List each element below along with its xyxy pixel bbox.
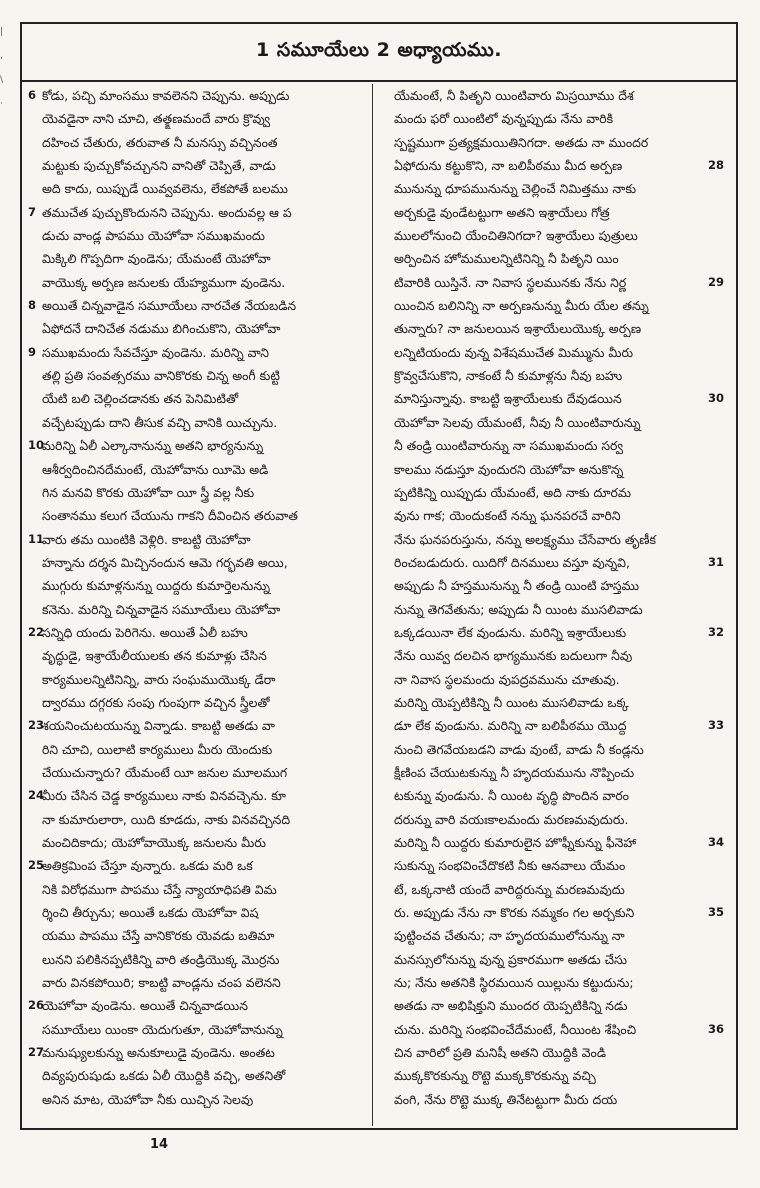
line-text: ములలోనుంచి యేంచితినిగదా? ఇశ్రాయేలు పుత్రులు bbox=[394, 228, 638, 244]
line-text: మనుష్యులకున్ను అనుకూలుడై వుండెను. అంతట bbox=[42, 1045, 275, 1061]
text-line bbox=[28, 341, 372, 364]
text-line bbox=[28, 831, 372, 854]
line-text: ఆశీర్వదించినదేమంటే, యెహోవాను యీమె అడి bbox=[42, 461, 269, 477]
text-line bbox=[28, 644, 372, 667]
text-line bbox=[380, 224, 724, 247]
line-text: దివ్యపురుషుడు ఒకడు ఏలీ యొద్దికి వచ్చి, అతనితో bbox=[42, 1068, 286, 1084]
line-text: మరిన్ని ఏలీ ఎల్కానానున్ను అతని భార్యనున్ను bbox=[42, 438, 264, 454]
line-text: నేను యివ్వ దలచిన భాగ్యమునకు బదులుగా నీవు bbox=[394, 648, 633, 664]
line-text: సమూయేలు యింకా యెదుగుతూ, యెహోవానున్ను bbox=[42, 1021, 283, 1037]
line-text: నేను ఘనపరుస్తును, నన్ను అలక్ష్యము చేసేవారు తృణీక bbox=[394, 531, 656, 547]
right-text-column bbox=[380, 84, 724, 1126]
line-text: చిన వారిలో ప్రతి మనిషీ అతని యొద్దికి వెండి bbox=[394, 1045, 606, 1061]
line-text: మరిన్ని నీ యిద్దరు కుమారులైన హొఫ్నీకున్ను ఫీనెహా bbox=[394, 835, 637, 850]
text-line bbox=[380, 971, 724, 994]
verse-number: 10 bbox=[28, 438, 45, 453]
text-line bbox=[28, 878, 372, 901]
line-text: యెవడైనా నాని చూచి, తత్క్షణమందే వారు క్రొవ్వు bbox=[42, 111, 271, 127]
text-line bbox=[380, 434, 724, 457]
text-line bbox=[380, 994, 724, 1017]
text-line bbox=[380, 948, 724, 971]
text-line bbox=[380, 458, 724, 481]
line-text: పుట్టించవ చేతును; నా హృదయములోనున్ను నా bbox=[394, 928, 625, 944]
text-line bbox=[380, 387, 724, 410]
text-line bbox=[28, 598, 372, 621]
text-line bbox=[380, 504, 724, 527]
verse-number: 28 bbox=[707, 158, 724, 173]
verse-number: 35 bbox=[707, 905, 724, 920]
line-text: ప్పటికిన్ని యిప్పుడు యేమంటే, అది నాకు దూరమ bbox=[394, 484, 631, 500]
text-line bbox=[380, 341, 724, 364]
text-line bbox=[28, 1088, 372, 1111]
text-line bbox=[380, 481, 724, 504]
verse-number: 36 bbox=[707, 1021, 724, 1036]
text-line bbox=[28, 224, 372, 247]
line-text: రిని చూచి, యిలాటి కార్యములు మీరు యెందుకు bbox=[42, 741, 273, 757]
verse-number: 22 bbox=[28, 624, 45, 639]
line-text: వారు వినకపోయిరి; కాబట్టి వాండ్లను చంప వలెనని bbox=[42, 975, 281, 991]
line-text: అయితే చిన్నవాడైన సమూయేలు నారచేత నేయబడిన bbox=[42, 298, 297, 314]
line-text: తముచేత పుచ్చుకొందునని చెప్పును. అందువల్ల ఆ ప bbox=[42, 204, 292, 220]
verse-number: 34 bbox=[707, 835, 724, 849]
line-text: నీ తండ్రి యింటివారున్ను నా సముఖమందు సర్వ bbox=[394, 438, 624, 454]
text-line bbox=[28, 994, 372, 1017]
text-line bbox=[28, 1041, 372, 1064]
line-text: యెహోవా వుండెను. అయితే చిన్నవాడయిన bbox=[42, 998, 248, 1014]
line-text: గిన మనవి కొరకు యెహోవా యీ స్త్రీ వల్ల నీకు bbox=[42, 484, 255, 500]
line-text: అనిన మాట, యెహోవా నీకు యిచ్చిన సెలవు bbox=[42, 1091, 254, 1107]
line-text: ఏఫోదును కట్టుకొని, నా బలిపీఠము మీద అర్పణ bbox=[394, 158, 623, 174]
text-line bbox=[28, 387, 372, 410]
line-text: నా కుమారులారా, యిది కూడదు, నాకు వినవచ్చినది bbox=[42, 811, 291, 827]
line-text: కోడు, పచ్చి మాంసము కావలెనని చెప్పును. అప్పుడు bbox=[42, 88, 290, 103]
verse-number: 32 bbox=[707, 624, 724, 639]
line-text: శయనించుటయున్ను విన్నాడు. కాబట్టి అతడు వా bbox=[42, 718, 275, 734]
line-text: అర్పించిన హోమములన్నిటినిన్ని నీ పితృని యిం bbox=[394, 251, 619, 267]
column-divider bbox=[372, 84, 373, 1126]
line-text: యము పాపము చేస్తే వానికొరకు యెవడు బతిమా bbox=[42, 928, 275, 944]
line-text: యించిన బలినిన్ని నా అర్పణనున్ను మీరు యేల తన్ను bbox=[394, 298, 649, 314]
line-text: ఒక్కడయినా లేక వుండును. మరిన్ని ఇశ్రాయేలుకు bbox=[394, 624, 627, 640]
text-line bbox=[380, 784, 724, 807]
page-title: 1 సమూయేలు 2 అధ్యాయము. bbox=[256, 38, 502, 61]
line-text: నుంచి తెగవేయబడని వాడు వుంటే, వాడు నీ కండ్లను bbox=[394, 741, 644, 757]
text-line bbox=[28, 854, 372, 877]
text-line bbox=[380, 201, 724, 224]
text-line bbox=[28, 271, 372, 294]
text-line bbox=[28, 504, 372, 527]
line-text: అతడు నా అభిషిక్తుని ముందర యెప్పటికిన్ని నడు bbox=[394, 998, 628, 1014]
text-line bbox=[380, 668, 724, 691]
line-text: రు. అప్పుడు నేను నా కొరకు నమ్మకం గల అర్చకుని bbox=[394, 905, 635, 921]
line-text: వారు తమ యింటికి వెళ్లిరి. కాబట్టి యెహోవా bbox=[42, 531, 251, 547]
text-line bbox=[28, 948, 372, 971]
text-line bbox=[28, 971, 372, 994]
line-text: హన్నాను దర్శన మిచ్చినందున ఆమె గర్భవతి అయి, bbox=[42, 554, 288, 570]
line-text: మునున్ను ధూపమునున్ను చెల్లించే నిమిత్తము నాకు bbox=[394, 181, 637, 197]
line-text: సుకున్ను సంభవించేదొకటి నీకు ఆనవాలు యేమం bbox=[394, 858, 626, 874]
text-line bbox=[28, 761, 372, 784]
line-text: సంతానము కలుగ చేయును గాకని దీవించిన తరువాత bbox=[42, 508, 298, 524]
verse-number: 6 bbox=[28, 88, 37, 102]
line-text: నికి విరోధముగా పాపము చేస్తే న్యాయాధిపతి విమ bbox=[42, 881, 277, 897]
text-line bbox=[380, 854, 724, 877]
line-text: నున్ను తెగవేతును; అప్పుడు నీ యింట ముసలివాడు bbox=[394, 601, 643, 617]
text-line bbox=[380, 364, 724, 387]
text-line bbox=[380, 271, 724, 294]
text-line bbox=[380, 691, 724, 714]
line-text: ను; నేను అతనికి స్థిరమయిన యిల్లును కట్టుదును; bbox=[394, 975, 634, 991]
text-line bbox=[28, 808, 372, 831]
line-text: తల్లి ప్రతి సంవత్సరము వానికొరకు చిన్న అంగీ కుట్టి bbox=[42, 368, 280, 384]
text-line bbox=[380, 1018, 724, 1041]
line-text: రించబడుదురు. యిదిగో దినములు వస్తూ వున్నవి, bbox=[394, 554, 630, 570]
text-line bbox=[380, 644, 724, 667]
text-line bbox=[28, 784, 372, 807]
line-text: మిక్కిలి గొప్పదిగా వుండెను; యేమంటే యెహోవా bbox=[42, 251, 271, 267]
line-text: మంచిదికాదు; యెహోవాయొక్క జనులను మీరు bbox=[42, 835, 266, 850]
line-text: నా నివాస స్థలమందు వుపద్రవమును చూతువు. bbox=[394, 671, 620, 687]
text-line bbox=[380, 598, 724, 621]
text-line bbox=[380, 177, 724, 200]
text-line bbox=[28, 317, 372, 340]
left-margin-bleed: | , \ · bbox=[0, 27, 4, 109]
line-text: వును గాక; యెందుకంటే నన్ను ఘనపరచే వారిని bbox=[394, 508, 621, 524]
text-line bbox=[380, 528, 724, 551]
line-text: ద్వారము దగ్గరకు సంపు గుంపుగా వచ్చిన స్త్రీలతో bbox=[42, 694, 270, 710]
verse-number: 23 bbox=[28, 718, 45, 733]
text-line bbox=[380, 808, 724, 831]
line-text: డుచు వాండ్ల పాపము యెహోవా సముఖమందు bbox=[42, 228, 265, 244]
text-line bbox=[28, 528, 372, 551]
line-text: ముక్కకొరకున్ను రొట్టె ముక్కకొరకున్ను వచ్చి bbox=[394, 1068, 596, 1084]
text-line bbox=[380, 1088, 724, 1111]
line-text: యేటి బలి చెల్లించడానకు తన పెనిమిటితో bbox=[42, 391, 239, 407]
text-line bbox=[380, 84, 724, 107]
line-text: వచ్చేటప్పుడు దాని తీసుక వచ్చి వానికి యిచ్చును. bbox=[42, 414, 278, 430]
text-line bbox=[28, 247, 372, 270]
verse-number: 31 bbox=[707, 554, 724, 569]
text-line bbox=[380, 574, 724, 597]
line-text: సన్నిధి యందు పెరిగెను. అయితే ఏలీ బహు bbox=[42, 624, 248, 640]
verse-number: 29 bbox=[707, 274, 724, 289]
line-text: మనస్సులోనున్ను వున్న ప్రకారముగా అతడు చేసు bbox=[394, 951, 628, 967]
text-line bbox=[28, 901, 372, 924]
line-text: యెహోవా సెలవు యేమంటే, నీవు నీ యింటివారున్ను bbox=[394, 414, 641, 430]
verse-number: 8 bbox=[28, 298, 37, 313]
line-text: కార్యములన్నిటినిన్ని, వారు సంఘముయొక్క డేరా bbox=[42, 671, 276, 687]
text-line bbox=[28, 924, 372, 947]
text-line bbox=[28, 107, 372, 130]
text-line bbox=[380, 154, 724, 177]
text-line bbox=[380, 317, 724, 340]
text-line bbox=[28, 738, 372, 761]
text-line bbox=[380, 924, 724, 947]
text-line bbox=[380, 738, 724, 761]
text-line bbox=[380, 831, 724, 854]
text-line bbox=[28, 714, 372, 737]
text-line bbox=[380, 131, 724, 154]
line-text: టకున్ను వుండును. నీ యింట వృద్ధి పొందిన వారం bbox=[394, 788, 629, 804]
line-text: ర్శించి తీర్చును; అయితే ఒకడు యెహోవా విష bbox=[42, 905, 259, 921]
text-line bbox=[380, 1064, 724, 1087]
verse-number: 27 bbox=[28, 1045, 45, 1060]
line-text: స్పష్టముగా ప్రత్యక్షమయితినిగదా. అతడు నా ముందర bbox=[394, 134, 649, 150]
line-text: టివారికి యిస్తినే. నా నివాస స్థలమునకు నేను నిర్ణ bbox=[394, 274, 627, 290]
verse-number: 30 bbox=[707, 391, 724, 406]
verse-number: 11 bbox=[28, 531, 45, 546]
text-line bbox=[380, 247, 724, 270]
line-text: చేయుచున్నారు? యేమంటే యీ జనుల మూలముగ bbox=[42, 764, 288, 780]
line-text: దరున్ను వారి వయఃకాలమందు మరణమవుదురు. bbox=[394, 811, 629, 827]
verse-number: 33 bbox=[707, 718, 724, 733]
line-text: అర్చకుడై వుండేటట్టుగా అతని ఇశ్రాయేలు గోత్ర bbox=[394, 204, 610, 220]
line-text: వృద్ధుడై, ఇశ్రాయేలీయులకు తన కుమాళ్లు చేసిన bbox=[42, 648, 267, 664]
line-text: అది కాదు, యిప్పుడే యివ్వవలెను, లేకపోతే బలము bbox=[42, 181, 288, 197]
line-text: డూ లేక వుండును. మరిన్ని నా బలిపీఠము యొద్ద bbox=[394, 718, 627, 734]
text-line bbox=[28, 294, 372, 317]
line-text: కనెను. మరిన్ని చిన్నవాడైన సమూయేలు యెహోవా bbox=[42, 601, 281, 617]
line-text: సముఖమందు సేవచేస్తూ వుండెను. మరిన్ని వాని bbox=[42, 344, 269, 360]
verse-number: 9 bbox=[28, 344, 37, 359]
line-text: అతిక్రమింప చేస్తూ వున్నారు. ఒకడు మరి ఒక bbox=[42, 858, 253, 874]
text-line bbox=[28, 154, 372, 177]
text-line bbox=[28, 411, 372, 434]
text-line bbox=[28, 434, 372, 457]
line-text: వంగి, నేను రొట్టె ముక్క తినేటట్టుగా మీరు దయ bbox=[394, 1091, 618, 1107]
line-text: మీరు చేసిన చెడ్డ కార్యములు నాకు వినవచ్చెను. కూ bbox=[42, 788, 286, 804]
text-line bbox=[28, 481, 372, 504]
text-line bbox=[380, 714, 724, 737]
verse-number: 25 bbox=[28, 858, 45, 873]
line-text: మట్టుకు పుచ్చుకోవచ్చునని వానితో చెప్పితే, వాడు bbox=[42, 158, 276, 174]
text-line bbox=[380, 761, 724, 784]
verse-number: 7 bbox=[28, 204, 37, 219]
line-text: దహించ చేతురు, తరువాత నీ మనస్సు వచ్చినంత bbox=[42, 134, 278, 150]
verse-number: 24 bbox=[28, 788, 45, 803]
line-text: అప్పుడు నీ హస్తమునున్ను నీ తండ్రి యింటి హస్తము bbox=[394, 578, 639, 594]
line-text: వాయొక్క అర్పణ జనులకు యేహ్యముగా వుండెను. bbox=[42, 274, 286, 290]
text-line bbox=[28, 551, 372, 574]
text-line bbox=[28, 177, 372, 200]
line-text: టే, ఒక్కనాటి యందే వారిద్దరున్ను మరణమవుదు bbox=[394, 881, 625, 897]
text-line bbox=[380, 294, 724, 317]
text-line bbox=[380, 107, 724, 130]
line-text: మందు ఫరో యింటిలో వున్నప్పుడు నేను వారికి bbox=[394, 111, 614, 127]
text-line bbox=[380, 551, 724, 574]
text-line bbox=[28, 1064, 372, 1087]
line-text: మానిస్తున్నావు. కాబట్టి ఇశ్రాయేలుకు దేవుడయిన bbox=[394, 391, 622, 407]
line-text: మరిన్ని యెప్పటికిన్ని నీ యింట ముసలివాడు ఒక్క bbox=[394, 694, 629, 710]
page-header bbox=[22, 24, 736, 82]
left-text-column bbox=[28, 84, 372, 1126]
text-line bbox=[28, 364, 372, 387]
line-text: కాలము నడుస్తూ వుందురని యెహోవా అనుకొన్న bbox=[394, 461, 624, 477]
text-line bbox=[28, 1018, 372, 1041]
line-text: ముగ్గురు కుమాళ్లనున్ను యిద్దరు కుమార్తెలనున్ను bbox=[42, 578, 271, 594]
text-line bbox=[28, 131, 372, 154]
text-line bbox=[28, 458, 372, 481]
text-line bbox=[380, 621, 724, 644]
line-text: ఏఫోదనే దానిచేత నడుము బిగించుకొని, యెహోవా bbox=[42, 321, 281, 337]
text-line bbox=[380, 411, 724, 434]
text-line bbox=[28, 574, 372, 597]
line-text: క్రొవ్వచేసుకొని, నాకంటే నీ కుమాళ్లను నీవు బహు bbox=[394, 368, 623, 384]
line-text: లునని పలికినప్పటికిన్ని వారి తండ్రియొక్క మొర్రను bbox=[42, 951, 280, 967]
text-line bbox=[380, 878, 724, 901]
text-line bbox=[28, 691, 372, 714]
text-line bbox=[380, 1041, 724, 1064]
text-line bbox=[28, 201, 372, 224]
text-line bbox=[28, 84, 372, 107]
line-text: లన్నిటియందు వున్న విశేషముచేత మిమ్మును మీరు bbox=[394, 344, 634, 360]
line-text: క్షీణింప చేయుటకున్ను నీ హృదయమును నొప్పించు bbox=[394, 764, 635, 780]
line-text: యేమంటే, నీ పితృని యింటివారు మిస్రయీము దేశ bbox=[394, 88, 634, 103]
text-line bbox=[380, 901, 724, 924]
line-text: చును. మరిన్ని సంభవించేదేమంటే, నీయింట శేషించి bbox=[394, 1021, 637, 1037]
verse-number: 26 bbox=[28, 998, 45, 1013]
text-line bbox=[28, 668, 372, 691]
line-text: తున్నారు? నా జనులయిన ఇశ్రాయేలుయొక్క అర్పణ bbox=[394, 321, 642, 337]
text-line bbox=[28, 621, 372, 644]
page-number: 14 bbox=[150, 1137, 169, 1152]
